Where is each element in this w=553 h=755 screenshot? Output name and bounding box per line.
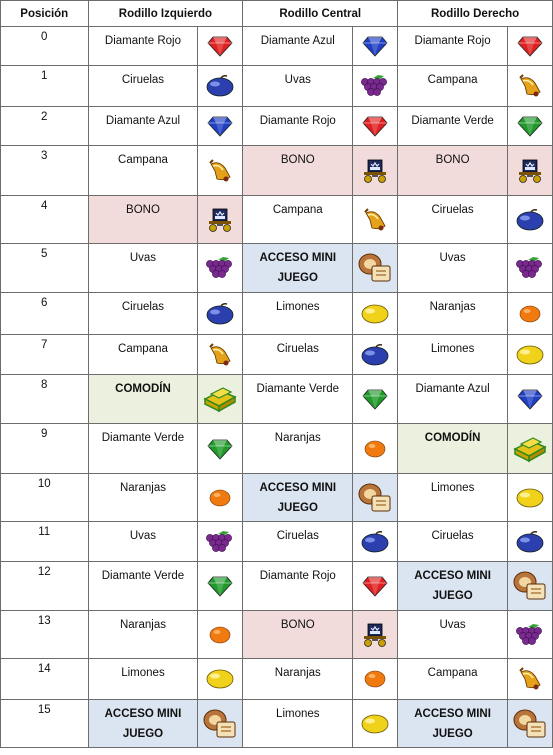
right-reel-symbol-label: Diamante Azul xyxy=(398,375,508,424)
left-reel-symbol-label: Naranjas xyxy=(88,474,198,522)
position-cell: 13 xyxy=(1,611,89,659)
center-reel-symbol-label: ACCESO MINI JUEGO xyxy=(243,474,353,522)
right-reel-symbol-label: Limones xyxy=(398,335,508,375)
orange-icon xyxy=(198,611,243,659)
center-reel-symbol-label: Limones xyxy=(243,700,353,748)
left-reel-symbol-label: Diamante Rojo xyxy=(88,27,198,66)
right-reel-symbol-label: Uvas xyxy=(398,244,508,293)
right-reel-symbol-label: ACCESO MINI JUEGO xyxy=(398,562,508,611)
right-reel-symbol-label: Limones xyxy=(398,474,508,522)
right-reel-symbol-label: COMODÍN xyxy=(398,424,508,474)
right-reel-symbol-label: Campana xyxy=(398,659,508,700)
left-reel-symbol-label: Ciruelas xyxy=(88,293,198,335)
bonus-chest-icon xyxy=(353,611,398,659)
mini-game-icon xyxy=(353,474,398,522)
right-reel-symbol-label: Diamante Rojo xyxy=(398,27,508,66)
left-reel-symbol-label: Naranjas xyxy=(88,611,198,659)
left-reel-symbol-label: BONO xyxy=(88,196,198,244)
mini-game-icon xyxy=(198,700,243,748)
bell-icon xyxy=(353,196,398,244)
header-right-reel: Rodillo Derecho xyxy=(398,1,553,27)
center-reel-symbol-label: Diamante Verde xyxy=(243,375,353,424)
table-row xyxy=(1,244,553,293)
plum-icon xyxy=(508,196,553,244)
left-reel-symbol-label: Campana xyxy=(88,146,198,196)
right-reel-symbol-label: Ciruelas xyxy=(398,522,508,562)
table-row xyxy=(1,700,553,748)
red-diamond-icon xyxy=(353,562,398,611)
plum-icon xyxy=(353,522,398,562)
center-reel-symbol-label: Campana xyxy=(243,196,353,244)
left-reel-symbol-label: ACCESO MINI JUEGO xyxy=(88,700,198,748)
left-reel-symbol-label: Diamante Verde xyxy=(88,562,198,611)
right-reel-symbol-label: Uvas xyxy=(398,611,508,659)
header-left-reel: Rodillo Izquierdo xyxy=(88,1,243,27)
lemon-icon xyxy=(508,474,553,522)
bell-icon xyxy=(508,66,553,107)
grapes-icon xyxy=(198,522,243,562)
center-reel-symbol-label: Diamante Rojo xyxy=(243,562,353,611)
orange-icon xyxy=(353,659,398,700)
plum-icon xyxy=(353,335,398,375)
grapes-icon xyxy=(508,244,553,293)
position-cell: 2 xyxy=(1,107,89,146)
center-reel-symbol-label: Uvas xyxy=(243,66,353,107)
left-reel-symbol-label: Diamante Verde xyxy=(88,424,198,474)
blue-diamond-icon xyxy=(508,375,553,424)
mini-game-icon xyxy=(508,700,553,748)
table-row xyxy=(1,562,553,611)
lemon-icon xyxy=(198,659,243,700)
red-diamond-icon xyxy=(353,107,398,146)
left-reel-symbol-label: Limones xyxy=(88,659,198,700)
table-row xyxy=(1,659,553,700)
position-cell: 3 xyxy=(1,146,89,196)
lemon-icon xyxy=(353,700,398,748)
right-reel-symbol-label: Campana xyxy=(398,66,508,107)
lemon-icon xyxy=(508,335,553,375)
plum-icon xyxy=(198,66,243,107)
right-reel-symbol-label: ACCESO MINI JUEGO xyxy=(398,700,508,748)
position-cell: 0 xyxy=(1,27,89,66)
green-diamond-icon xyxy=(508,107,553,146)
mini-game-icon xyxy=(508,562,553,611)
gold-bars-icon xyxy=(508,424,553,474)
plum-icon xyxy=(508,522,553,562)
orange-icon xyxy=(508,293,553,335)
table-row xyxy=(1,293,553,335)
table-row xyxy=(1,27,553,66)
position-cell: 10 xyxy=(1,474,89,522)
table-row xyxy=(1,522,553,562)
center-reel-symbol-label: Ciruelas xyxy=(243,335,353,375)
position-cell: 11 xyxy=(1,522,89,562)
right-reel-symbol-label: Naranjas xyxy=(398,293,508,335)
orange-icon xyxy=(353,424,398,474)
center-reel-symbol-label: Limones xyxy=(243,293,353,335)
grapes-icon xyxy=(353,66,398,107)
table-row xyxy=(1,424,553,474)
left-reel-symbol-label: Ciruelas xyxy=(88,66,198,107)
bell-icon xyxy=(198,335,243,375)
table-row xyxy=(1,611,553,659)
table-row xyxy=(1,474,553,522)
position-cell: 14 xyxy=(1,659,89,700)
center-reel-symbol-label: BONO xyxy=(243,146,353,196)
table-body xyxy=(1,27,553,748)
position-cell: 6 xyxy=(1,293,89,335)
position-cell: 4 xyxy=(1,196,89,244)
center-reel-symbol-label: Ciruelas xyxy=(243,522,353,562)
mini-game-icon xyxy=(353,244,398,293)
left-reel-symbol-label: Diamante Azul xyxy=(88,107,198,146)
center-reel-symbol-label: ACCESO MINI JUEGO xyxy=(243,244,353,293)
position-cell: 7 xyxy=(1,335,89,375)
blue-diamond-icon xyxy=(198,107,243,146)
green-diamond-icon xyxy=(353,375,398,424)
bell-icon xyxy=(508,659,553,700)
orange-icon xyxy=(198,474,243,522)
center-reel-symbol-label: Diamante Azul xyxy=(243,27,353,66)
position-cell: 5 xyxy=(1,244,89,293)
header-row xyxy=(1,1,553,27)
right-reel-symbol-label: BONO xyxy=(398,146,508,196)
red-diamond-icon xyxy=(198,27,243,66)
right-reel-symbol-label: Diamante Verde xyxy=(398,107,508,146)
header-position: Posición xyxy=(1,1,89,27)
left-reel-symbol-label: Uvas xyxy=(88,244,198,293)
right-reel-symbol-label: Ciruelas xyxy=(398,196,508,244)
center-reel-symbol-label: BONO xyxy=(243,611,353,659)
bonus-chest-icon xyxy=(508,146,553,196)
center-reel-symbol-label: Naranjas xyxy=(243,659,353,700)
table-row xyxy=(1,146,553,196)
position-cell: 9 xyxy=(1,424,89,474)
blue-diamond-icon xyxy=(353,27,398,66)
bell-icon xyxy=(198,146,243,196)
left-reel-symbol-label: Campana xyxy=(88,335,198,375)
grapes-icon xyxy=(508,611,553,659)
lemon-icon xyxy=(353,293,398,335)
left-reel-symbol-label: Uvas xyxy=(88,522,198,562)
grapes-icon xyxy=(198,244,243,293)
bonus-chest-icon xyxy=(353,146,398,196)
table-row xyxy=(1,196,553,244)
plum-icon xyxy=(198,293,243,335)
position-cell: 8 xyxy=(1,375,89,424)
position-cell: 1 xyxy=(1,66,89,107)
header-center-reel: Rodillo Central xyxy=(243,1,398,27)
table-row xyxy=(1,335,553,375)
center-reel-symbol-label: Naranjas xyxy=(243,424,353,474)
table-row xyxy=(1,107,553,146)
green-diamond-icon xyxy=(198,562,243,611)
position-cell: 12 xyxy=(1,562,89,611)
green-diamond-icon xyxy=(198,424,243,474)
red-diamond-icon xyxy=(508,27,553,66)
table-row xyxy=(1,375,553,424)
gold-bars-icon xyxy=(198,375,243,424)
bonus-chest-icon xyxy=(198,196,243,244)
left-reel-symbol-label: COMODÍN xyxy=(88,375,198,424)
table-row xyxy=(1,66,553,107)
center-reel-symbol-label: Diamante Rojo xyxy=(243,107,353,146)
position-cell: 15 xyxy=(1,700,89,748)
